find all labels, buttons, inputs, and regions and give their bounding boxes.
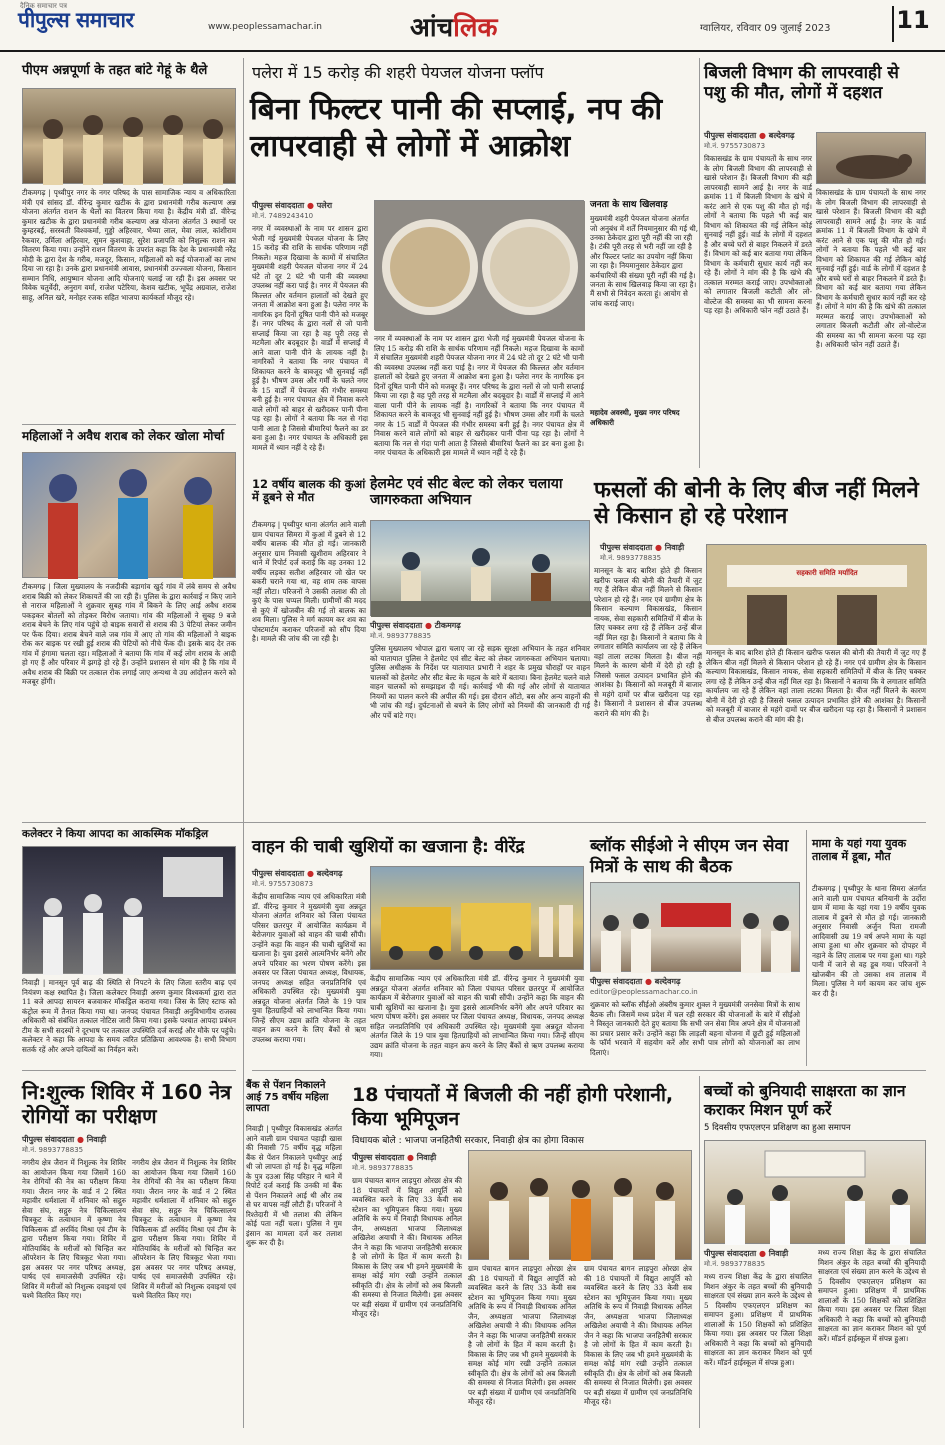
a7-text-cont: मानसून के बाद बारिश होते ही किसान खरीफ फसल की बोनी की तैयारी में जुट गए हैं लेकिन बीज नहीं मिलने से किसान परेशान हो रहे हैं। नगर एवं ग्रामीण क्षेत्र के किसान कल्याण विकासखंड, किसान नायक, सेवा सहकारी समितियों में बीज के लिए चक्कर लगा रहे हैं लेकिन उन्हें बीज नहीं मिल रहा है। किसानों ने बताया कि वे लगातार समिति कार्यालय जा रहे हैं लेकिन वहां ताला लटका मिलता है। बीज नहीं मिलने के कारण बोनी में देरी हो रही है जिससे फसल उत्पादन प्रभावित होने की आशंका है। किसानों को मजबूरी में बाजार से महंगे दामों पर बीज खरीदना पड़ रहा है। किसानों ने प्रशासन से बीज उपलब्ध कराने की मांग की है। — [706, 648, 926, 724]
a4-photo — [816, 132, 926, 184]
a6-photo — [370, 520, 590, 616]
a14-kicker: विधायक बोले : भाजपा जनहितैषी सरकार, निवाड़ी क्षेत्र का होगा विकास — [352, 1136, 584, 1146]
a1-headline: पीएम अन्नपूर्णा के तहत बांटे गेहूं के थैले — [22, 63, 208, 78]
a15-text-cont: मध्य राज्य शिक्षा केंद्र के द्वारा संचालित मिशन अंकुर के तहत बच्चों की बुनियादी साक्षरता एवं संख्या ज्ञान करने के उद्देश्य से 5 दिवसीय एफएलएन प्रशिक्षण का समापन हुआ। प्रशिक्षण में प्राथमिक शालाओं के 150 शिक्षकों को प्रशिक्षित किया गया। इस अवसर पर जिला शिक्षा अधिकारी ने कहा कि बच्चों को बुनियादी साक्षरता का ज्ञान कराकर मिशन को पूर्ण करें। मॉडर्न हाईस्कूल में संपन्न हुआ। — [818, 1248, 926, 1343]
a4-text: विकासखंड के ग्राम पंचायतों के साथ नगर के लोग बिजली विभाग की लापरवाही से खासे परेशान हैं। बिजली विभाग की बड़ी लापरवाही सामने आई है। नगर के वार्ड क्रमांक 11 में बिजली विभाग के खंभे में करंट आने से एक पशु की मौत हो गई। लोगों ने बताया कि पहले भी कई बार विभाग को शिकायत की गई लेकिन कोई सुनवाई नहीं हुई। वार्ड के लोगों में दहशत है और बच्चे घरों से बाहर निकलने में डरते हैं। विभाग को कई बार बताया गया लेकिन विभाग के कर्मचारी सुधार कार्य नहीं कर रहे हैं। लोगों ने मांग की है कि खंभे की तत्काल मरम्मत कराई जाए। उपभोक्ताओं को लगातार बिजली कटौती और लो-वोल्टेज की समस्या का भी सामना करना पड़ रहा है। अधिकारी फोन नहीं उठाते हैं। — [704, 154, 812, 315]
a9-text: केंद्रीय सामाजिक न्याय एवं अधिकारिता मंत्री डॉ. वीरेन्द्र कुमार ने मुख्यमंत्री युवा अन्नदूत योजना अंतर्गत शनिवार को जिला पंचायत परिसर छतरपुर में आयोजित कार्यक्रम में बेरोजगार युवाओं को वाहन की चाबी सौंपी। उन्होंने कहा कि वाहन की चाबी खुशियों का खजाना है। युवा इससे आत्मनिर्भर बनेंगे और अपने परिवार का भरण पोषण करेंगे। इस अवसर पर जिला पंचायत अध्यक्ष, विधायक, जनपद अध्यक्ष सहित जनप्रतिनिधि एवं अधिकारी उपस्थित रहे। मुख्यमंत्री युवा अन्नदूत योजना अंतर्गत जिले के 19 पात्र युवा हितग्राहियों को लाभान्वित किया गया। जिन्हें सीएम उद्यम क्रांति योजना के तहत वाहन क्रय करने के लिए बैंकों से ऋण उपलब्ध कराया गया। — [252, 892, 366, 1044]
a6-byline: पीपुल्स संवाददाता ● टीकमगढ़ — [370, 621, 461, 630]
society-building-illustration — [707, 545, 927, 645]
divider — [806, 830, 807, 1066]
training-illustration — [705, 1141, 927, 1245]
a4-byline: पीपुल्स संवाददाता ● बल्देवगढ़ — [704, 131, 795, 140]
divider — [22, 1070, 236, 1071]
a7-photo — [706, 544, 926, 644]
a4-mobile: मो.नं. 9755730873 — [704, 142, 766, 150]
a1-photo — [22, 88, 236, 184]
a14-headline: 18 पंचायतों में बिजली की नहीं होगी परेशानी, किया भूमिपूजन — [352, 1084, 674, 1130]
mockdrill-illustration — [23, 847, 237, 975]
a15-byline: पीपुल्स संवाददाता ● निवाड़ी — [704, 1249, 789, 1258]
a2-text: टीकमगढ़ | जिला मुख्यालय के नजदीकी बड़ागांव खुर्द गांव में लंबे समय से अवैध शराब बिक्री को लेकर शिकायतें की जा रही हैं। पुलिस के द्वारा कार्रवाई न किए जाने से नाराज महिलाओं ने शुक्रवार सुबह गांव में बिकने के लिए आई अवैध शराब पकड़कर बोतलों को तोड़कर विरोध जताया। गांव की महिलाओं ने सुबह 9 बजे शराब बेचने के लिए गांव पहुंचे दो बाइक सवारों से शराब की 3 पेटियां लेकर जमीन पर फेंक दिया। शराब बेचने वाले जब गांव में आए तो गांव की महिलाओं ने बाइक रोक कर बाइक पर रखी हुई शराब की पेटियों को नीचे फेंक दी। इसके बाद देर तक गांव में हंगामा चलता रहा। महिलाओं ने बताया कि गांव में कई लोग शराब के आदी हो गए हैं और परिवार में झगड़े हो रहे हैं। उन्होंने प्रशासन से मांग की है कि गांव में अवैध शराब की बिक्री पर तत्काल रोक लगाई जाए अन्यथा वे उग्र आंदोलन करने को मजबूर होंगी। — [22, 582, 236, 686]
a6-text: पुलिस मुख्यालय भोपाल द्वारा चलाए जा रहे सड़क सुरक्षा अभियान के तहत शनिवार को यातायात पुलिस ने हेलमेट एवं सीट बेल्ट को लेकर जागरुकता अभियान चलाया। पुलिस अधीक्षक के निर्देश पर यातायात प्रभारी ने शहर के प्रमुख चौराहों पर वाहन चालकों को हेलमेट और सीट बेल्ट के महत्व के बारे में बताया। बिना हेलमेट चलने वाले वाहन चालकों को समझाइश दी गई। कार्रवाई भी की गई और लोगों से यातायात नियमों का पालन करने की अपील की गई। इस दौरान ऑटो, बस और अन्य वाहनों की भी जांच की गई। दुर्घटनाओं से बचने के लिए लोगों को नियमों की जानकारी दी गई और पर्चे बांटे गए। — [370, 644, 590, 720]
a9-byline: पीपुल्स संवाददाता ● बल्देवगढ़ — [252, 869, 343, 878]
a12-mobile: मो.नं. 9893778835 — [22, 1146, 84, 1154]
a3-text: नगर में व्यवस्थाओं के नाम पर शासन द्वारा भेजी गई मुख्यमंत्री पेयजल योजना के लिए 15 करोड़ की राशि के सार्थक परिणाम नहीं निकले। महज दिखावा के कामों में संचालित मुख्यमंत्री शहरी पेयजल योजना नगर में 24 घंटे तो दूर 2 घंटे भी पानी की व्यवस्था उपलब्ध नहीं करा पाई है। नगर में पेयजल की किल्लत और वर्तमान हालातों को देखते हुए जनता में आक्रोश बना हुआ है। पलेरा नगर के नागरिक इन दिनों दूषित पानी पीने को मजबूर हैं। नगर परिषद के द्वारा नलों से जो पानी सप्लाई किया जा रहा है वह पूरी तरह से मटमैला और बदबूदार है। वार्डों में सप्लाई में आने वाला पानी पीने के लायक नहीं है। नागरिकों ने बताया कि नगर पंचायत में शिकायत करने के बावजूद भी सुनवाई नहीं हुई है। भीषण उमस और गर्मी के चलते नगर के 15 वार्डों में पेयजल की गंभीर समस्या बनी हुई है। नगर पंचायत क्षेत्र में निवास करने वाले लोगों को बाहर से खरीदकर पानी पीना पड़ रहा है। लोगों ने बताया कि नल से गंदा पानी आता है जिससे बीमारियां फैलने का डर बना हुआ है। नगर पंचायत के अधिकारी इस मामले में ध्यान नहीं दे रहे हैं। — [252, 224, 368, 452]
crowd-illustration — [23, 89, 237, 185]
meeting-illustration — [591, 883, 801, 973]
a5-headline: 12 वर्षीय बालक की कुआं में डूबने से मौत — [252, 477, 366, 505]
a6-headline: हेलमेट एवं सीट बेल्ट को लेकर चलाया जागरुकता अभियान — [370, 476, 563, 509]
divider — [699, 1076, 700, 1428]
a12-byline: पीपुल्स संवाददाता ● निवाड़ी — [22, 1135, 107, 1144]
brand-tagline: दैनिक समाचार पत्र — [20, 2, 67, 10]
a14-text: ग्राम पंचायत बागन लाड़पुरा ओरछा क्षेत्र की 18 पंचायतों में विद्युत आपूर्ति को व्यवस्थित करने के लिए 33 केवी सब स्टेशन का भूमिपूजन किया गया। मुख्य अतिथि के रूप में निवाड़ी विधायक अनिल जैन, अध्यक्षता भाजपा जिलाध्यक्ष अखिलेश अयाची ने की। विधायक अनिल जैन ने कहा कि भाजपा जनहितैषी सरकार है जो लोगों के हित में काम करती है। विकास के लिए जब भी हमने मुख्यमंत्री के समक्ष कोई मांग रखी उन्होंने तत्काल स्वीकृति दी। क्षेत्र के लोगों को अब बिजली की समस्या से निजात मिलेगी। इस अवसर पर बड़ी संख्या में ग्रामीण एवं जनप्रतिनिधि मौजूद रहे। — [352, 1176, 462, 1318]
a14-mobile: मो.नं. 9893778835 — [352, 1164, 414, 1172]
a10-text: शुक्रवार को ब्लॉक सीईओ अंबरीष कुमार शुक्ल ने मुख्यमंत्री जनसेवा मित्रों के साथ बैठक ली। जिसमें मध्य प्रदेश में चल रही सरकार की योजनाओं के बारे में सीईओ ने विस्तृत जानकारी देते हुए बताया कि सभी जन सेवा मित्र अपने क्षेत्र में योजनाओं का प्रचार प्रसार करें। उन्होंने कहा कि लाड़ली बहना योजना में छूटी हुई महिलाओं के फॉर्म भरवाने में सहयोग करें और सभी पात्र लोगों को योजनाओं का लाभ दिलाएं। — [590, 1000, 800, 1057]
divider — [252, 1070, 926, 1071]
a3-text-cont: नगर में व्यवस्थाओं के नाम पर शासन द्वारा भेजी गई मुख्यमंत्री पेयजल योजना के लिए 15 करोड़ की राशि के सार्थक परिणाम नहीं निकले। महज दिखावा के कामों में संचालित मुख्यमंत्री शहरी पेयजल योजना नगर में 24 घंटे तो दूर 2 घंटे भी पानी की व्यवस्था उपलब्ध नहीं करा पाई है। नगर में पेयजल की किल्लत और वर्तमान हालातों को देखते हुए जनता में आक्रोश बना हुआ है। पलेरा नगर के नागरिक इन दिनों दूषित पानी पीने को मजबूर हैं। नगर परिषद के द्वारा नलों से जो पानी सप्लाई किया जा रहा है वह पूरी तरह से मटमैला और बदबूदार है। वार्डों में सप्लाई में आने वाला पानी पीने के लायक नहीं है। नागरिकों ने बताया कि नगर पंचायत में शिकायत करने के बावजूद भी सुनवाई नहीं हुई है। भीषण उमस और गर्मी के चलते नगर के 15 वार्डों में पेयजल की गंभीर समस्या बनी हुई है। नगर पंचायत क्षेत्र में निवास करने वाले लोगों को बाहर से खरीदकर पानी पीना पड़ रहा है। लोगों ने बताया कि नल से गंदा पानी आता है जिससे बीमारियां फैलने का डर बना हुआ है। नगर पंचायत के अधिकारी इस मामले में ध्यान नहीं दे रहे हैं। — [374, 334, 584, 457]
dateline: ग्वालियर, रविवार 09 जुलाई 2023 — [700, 23, 831, 34]
animal-illustration — [817, 133, 927, 185]
site-url[interactable]: www.peoplessamachar.in — [208, 22, 322, 32]
a14-text-cont: ग्राम पंचायत बागन लाड़पुरा ओरछा क्षेत्र की 18 पंचायतों में विद्युत आपूर्ति को व्यवस्थित करने के लिए 33 केवी सब स्टेशन का भूमिपूजन किया गया। मुख्य अतिथि के रूप में निवाड़ी विधायक अनिल जैन, अध्यक्षता भाजपा जिलाध्यक्ष अखिलेश अयाची ने की। विधायक अनिल जैन ने कहा कि भाजपा जनहितैषी सरकार है जो लोगों के हित में काम करती है। विकास के लिए जब भी हमने मुख्यमंत्री के समक्ष कोई मांग रखी उन्होंने तत्काल स्वीकृति दी। क्षेत्र के लोगों को अब बिजली की समस्या से निजात मिलेगी। इस अवसर पर बड़ी संख्या में ग्रामीण एवं जनप्रतिनिधि मौजूद रहे। — [468, 1264, 576, 1406]
divider — [22, 822, 926, 823]
a13-headline: बैंक से पेंशन निकालने आई 75 वर्षीय महिला लापता — [246, 1080, 329, 1114]
a11-headline: मामा के यहां गया युवक तालाब में डूबा, मौत — [812, 837, 907, 863]
a3-mobile: मो.नं. 7489243410 — [252, 212, 314, 220]
a11-text: टीकमगढ़ | पृथ्वीपुर के थाना सिमरा अंतर्गत आने वाली ग्राम पंचायत बनियानी के उर्दोरा ग्राम में मामा के यहां गया 19 वर्षीय युवक तालाब में डूबने से मौत हो गई। जानकारी अनुसार निवासी अर्जुन पिता रामजी आदिवासी उम्र 19 वर्ष अपने मामा के यहां आया हुआ था और शुक्रवार को दोपहर में नहाने के लिए तालाब पर गया हुआ था। गहरे पानी में जाने से वह डूब गया। परिजनों ने खोजबीन की तो उसका शव तालाब में मिला। पुलिस ने मर्ग कायम कर जांच शुरू कर दी है। — [812, 884, 926, 998]
water-glasses-illustration — [375, 201, 585, 331]
a12-text-cont: नगरीय क्षेत्र जैरान में निशुल्क नेत्र शिविर का आयोजन किया गया जिसमें 160 नेत्र रोगियों की नेत्र का परीक्षण किया गया। जैरान नगर के वार्ड नं 2 स्थित महावीर धर्मशाला में शनिवार को सद्गुरु सेवा संघ, सद्गुरु नेत्र चिकित्सालय चित्रकूट के तत्वाधान में कृष्णा नेत्र चिकित्सक डॉ अरविंद मिश्रा एवं टीम के द्वारा परीक्षण किया गया। शिविर में मोतियाबिंद के मरीजों को चिन्हित कर ऑपरेशन के लिए चित्रकूट भेजा गया। इस अवसर पर नगर परिषद अध्यक्ष, पार्षद एवं समाजसेवी उपस्थित रहे। शिविर में मरीजों को निशुल्क दवाइयां एवं चश्मे वितरित किए गए। — [132, 1158, 236, 1300]
vehicles-illustration — [371, 867, 585, 971]
page-number: 11 — [892, 6, 932, 42]
a15-headline: बच्चों को बुनियादी साक्षरता का ज्ञान कराकर मिशन पूर्ण करें — [704, 1082, 906, 1120]
a3-sidebar-title: जनता के साथ खिलवाड़ — [590, 200, 668, 210]
brand-logo: पीपुल्स समाचार — [18, 8, 134, 32]
a2-photo — [22, 452, 236, 578]
a9-headline: वाहन की चाबी खुशियों का खजाना है: वीरेंद्र — [252, 837, 525, 857]
a10-email[interactable]: editor@peoplessamachar.co.in — [590, 988, 698, 996]
a3-sidebar — [590, 200, 698, 450]
a1-text: टीकमगढ़ | पृथ्वीपुर नगर के नगर परिषद के पास सामाजिक न्याय व अधिकारिता मंत्री एवं सांसद डॉ. वीरेन्द्र कुमार खटीक के द्वारा प्रधानमंत्री गरीब कल्याण अन्न योजना अंतर्गत राशन के थैलों का वितरण किया गया है। केंद्रीय मंत्री डॉ. वीरेन्द्र कुमार खटीक के द्वारा प्रधानमंत्री गरीब कल्याण अन्न योजना अंतर्गत 3 स्थानों पर कुम्हरबई, सरस्वती विश्वकर्मा, गुड्डो अहिरवार, भैय्या लाल, मेवा लाल, कांशीराम रैकवार, उर्मिला अहिरवार, सुमन कुशवाहा, सुरेश प्रजापति को निशुल्क राशन का वितरण किया गया। उन्होंने राशन वितरण के उपरांत कहा कि देश के प्रधानमंत्री नरेंद्र मोदी के द्वारा देश के गरीब, मजदूर, किसान, महिलाओं को कई योजनाओं का लाभ दिया जा रहा है। उनके द्वारा प्रधानमंत्री आवास, प्रधानमंत्री उज्ज्वला योजना, किसान सम्मान निधि, आयुष्मान योजना आदि योजनाएं चलाई जा रही हैं। इस अवसर पर विवेक चतुर्वेदी, अनुराग वर्मा, राजेश पटेरिया, केशव खटीक, भूपेंद्र अग्रवाल, राजेश साहू, अनिल खरे, मनोहर रजक सहित भाजपा कार्यकर्ता मौजूद रहे। — [22, 188, 236, 302]
section-title: आंचलिक — [410, 13, 498, 43]
a3-sidebar-quote: मुख्यमंत्री शहरी पेयजल योजना अंतर्गत जो अनुबंध में शर्तें नियमानुसार की गई थी, उनका ठेकेदार द्वारा पूरी नहीं की जा रही है। टंकी पूरी तरह से भरी नहीं जा रही है और फिल्टर प्लांट का उपयोग नहीं किया जा रहा है। नियमानुसार ठेकेदार द्वारा कर्मचारियों की संख्या पूरी नहीं की गई है। जनता के साथ खिलवाड़ किया जा रहा है। मैं सभी से निवेदन करता हूं। आयोग से जांच कराई जाए। — [590, 214, 699, 308]
a3-headline: बिना फिल्टर पानी की सप्लाई, नप की लापरवाही से लोगों में आक्रोश — [250, 92, 663, 164]
a4-text-cont: विकासखंड के ग्राम पंचायतों के साथ नगर के लोग बिजली विभाग की लापरवाही से खासे परेशान हैं। बिजली विभाग की बड़ी लापरवाही सामने आई है। नगर के वार्ड क्रमांक 11 में बिजली विभाग के खंभे में करंट आने से एक पशु की मौत हो गई। लोगों ने बताया कि पहले भी कई बार विभाग को शिकायत की गई लेकिन कोई सुनवाई नहीं हुई। वार्ड के लोगों में दहशत है और बच्चे घरों से बाहर निकलने में डरते हैं। विभाग को कई बार बताया गया लेकिन विभाग के कर्मचारी सुधार कार्य नहीं कर रहे हैं। लोगों ने मांग की है कि खंभे की तत्काल मरम्मत कराई जाए। उपभोक्ताओं को लगातार बिजली कटौती और लो-वोल्टेज की समस्या का भी सामना करना पड़ रहा है। अधिकारी फोन नहीं उठाते हैं। — [816, 188, 926, 349]
a10-byline: पीपुल्स संवाददाता ● बल्देवगढ़ — [590, 977, 681, 986]
a4-headline: बिजली विभाग की लापरवाही से पशु की मौत, लोगों में दहशत — [704, 63, 899, 103]
a7-mobile: मो.नं. 9893778835 — [600, 554, 662, 562]
a13-text: निवाड़ी | पृथ्वीपुर विकासखंड अंतर्गत आने वाली ग्राम पंचायत पहाड़ी खास की निवासी 75 वर्षीय वृद्ध महिला बैंक से पेंशन निकालने पृथ्वीपुर आई थी जो लापता हो गई है। वृद्ध महिला के पुत्र दउआ सिंह परिहार ने थाने में रिपोर्ट दर्ज कराई कि उनकी मां बैंक से पेंशन निकालने आई थी और तब से घर वापस नहीं लौटी हैं। परिजनों ने रिश्तेदारी में भी तलाश की लेकिन कोई पता नहीं चला। पुलिस ने गुम इंसान का मामला दर्ज कर तलाश शुरू कर दी है। — [246, 1124, 342, 1247]
a8-headline: कलेक्टर ने किया आपदा का आकस्मिक मॉकड्रिल — [22, 828, 209, 840]
divider — [22, 424, 236, 425]
masthead — [0, 0, 945, 52]
a8-text: निवाड़ी | मानसून पूर्व बाढ़ की स्थिति से निपटने के लिए जिला स्तरीय बाढ़ एवं नियंत्रण कक्ष स्थापित है। जिला कलेक्टर निवाड़ी अरुण कुमार विश्वकर्मा द्वारा रात 11 बजे आपदा सायरन बजवाकर मॉकड्रिल कराया गया। जिस के लिए स्टाफ को कंट्रोल रूम में तैनात किया गया था। जनपद पंचायत निवाड़ी अनुविभागीय राजस्व अधिकारी को संबंधित तत्काल नोटिस जारी किया गया। इसके पश्चात आपदा प्रबंधन टीम के सभी सदस्यों ने दूरभाष पर तत्काल उपस्थिति दर्ज कराई और मौके पर पहुंचे। कलेक्टर ने कहा कि आपदा के समय त्वरित प्रतिक्रिया आवश्यक है। सभी विभाग सतर्क रहें और अपने दायित्वों का निर्वहन करें। — [22, 978, 236, 1054]
a15-mobile: मो.नं. 9893778835 — [704, 1260, 766, 1268]
a8-photo — [22, 846, 236, 974]
a6-mobile: मो.नं. 9893778835 — [370, 632, 432, 640]
a10-headline: ब्लॉक सीईओ ने सीएम जन सेवा मित्रों के साथ की बैठक — [590, 836, 789, 878]
society-sign: सहकारी समिति मर्यादित — [796, 569, 858, 577]
a2-headline: महिलाओं ने अवैध शराब को लेकर खोला मोर्चा — [22, 429, 225, 443]
traffic-police-illustration — [371, 521, 591, 617]
a10-photo — [590, 882, 800, 972]
a7-text: मानसून के बाद बारिश होते ही किसान खरीफ फसल की बोनी की तैयारी में जुट गए हैं लेकिन बीज नहीं मिलने से किसान परेशान हो रहे हैं। नगर एवं ग्रामीण क्षेत्र के किसान कल्याण विकासखंड, किसान नायक, सेवा सहकारी समितियों में बीज के लिए चक्कर लगा रहे हैं लेकिन उन्हें बीज नहीं मिल रहा है। किसानों ने बताया कि वे लगातार समिति कार्यालय जा रहे हैं लेकिन वहां ताला लटका मिलता है। बीज नहीं मिलने के कारण बोनी में देरी हो रही है जिससे फसल उत्पादन प्रभावित होने की आशंका है। किसानों को मजबूरी में बाजार से महंगे दामों पर बीज खरीदना पड़ रहा है। किसानों ने प्रशासन से बीज उपलब्ध कराने की मांग की है। — [594, 566, 702, 718]
a9-photo — [370, 866, 584, 970]
a15-text: मध्य राज्य शिक्षा केंद्र के द्वारा संचालित मिशन अंकुर के तहत बच्चों की बुनियादी साक्षरता एवं संख्या ज्ञान करने के उद्देश्य से 5 दिवसीय एफएलएन प्रशिक्षण का समापन हुआ। प्रशिक्षण में प्राथमिक शालाओं के 150 शिक्षकों को प्रशिक्षित किया गया। इस अवसर पर जिला शिक्षा अधिकारी ने कहा कि बच्चों को बुनियादी साक्षरता का ज्ञान कराकर मिशन को पूर्ण करें। मॉडर्न हाईस्कूल में संपन्न हुआ। — [704, 1272, 812, 1367]
a12-headline: नि:शुल्क शिविर में 160 नेत्र रोगियों का परीक्षण — [22, 1080, 232, 1128]
a3-sidebar-author: महादेव अवस्थी, मुख्य नगर परिषद अधिकारी — [590, 408, 680, 427]
divider — [243, 58, 244, 1428]
bhoomipujan-illustration — [469, 1151, 693, 1261]
a14-text-cont2: ग्राम पंचायत बागन लाड़पुरा ओरछा क्षेत्र की 18 पंचायतों में विद्युत आपूर्ति को व्यवस्थित करने के लिए 33 केवी सब स्टेशन का भूमिपूजन किया गया। मुख्य अतिथि के रूप में निवाड़ी विधायक अनिल जैन, अध्यक्षता भाजपा जिलाध्यक्ष अखिलेश अयाची ने की। विधायक अनिल जैन ने कहा कि भाजपा जनहितैषी सरकार है जो लोगों के हित में काम करती है। विकास के लिए जब भी हमने मुख्यमंत्री के समक्ष कोई मांग रखी उन्होंने तत्काल स्वीकृति दी। क्षेत्र के लोगों को अब बिजली की समस्या से निजात मिलेगी। इस अवसर पर बड़ी संख्या में ग्रामीण एवं जनप्रतिनिधि मौजूद रहे। — [584, 1264, 692, 1406]
a9-mobile: मो.नं. 9755730873 — [252, 880, 314, 888]
a7-byline: पीपुल्स संवाददाता ● निवाड़ी — [600, 543, 685, 552]
a12-text: नगरीय क्षेत्र जैरान में निशुल्क नेत्र शिविर का आयोजन किया गया जिसमें 160 नेत्र रोगियों की नेत्र का परीक्षण किया गया। जैरान नगर के वार्ड नं 2 स्थित महावीर धर्मशाला में शनिवार को सद्गुरु सेवा संघ, सद्गुरु नेत्र चिकित्सालय चित्रकूट के तत्वाधान में कृष्णा नेत्र चिकित्सक डॉ अरविंद मिश्रा एवं टीम के द्वारा परीक्षण किया गया। शिविर में मोतियाबिंद के मरीजों को चिन्हित कर ऑपरेशन के लिए चित्रकूट भेजा गया। इस अवसर पर नगर परिषद अध्यक्ष, पार्षद एवं समाजसेवी उपस्थित रहे। शिविर में मरीजों को निशुल्क दवाइयां एवं चश्मे वितरित किए गए। — [22, 1158, 126, 1300]
a7-headline: फसलों की बोनी के लिए बीज नहीं मिलने से किसान हो रहे परेशान — [594, 478, 919, 530]
a9-text-cont: केंद्रीय सामाजिक न्याय एवं अधिकारिता मंत्री डॉ. वीरेन्द्र कुमार ने मुख्यमंत्री युवा अन्नदूत योजना अंतर्गत शनिवार को जिला पंचायत परिसर छतरपुर में आयोजित कार्यक्रम में बेरोजगार युवाओं को वाहन की चाबी सौंपी। उन्होंने कहा कि वाहन की चाबी खुशियों का खजाना है। युवा इससे आत्मनिर्भर बनेंगे और अपने परिवार का भरण पोषण करेंगे। इस अवसर पर जिला पंचायत अध्यक्ष, विधायक, जनपद अध्यक्ष सहित जनप्रतिनिधि एवं अधिकारी उपस्थित रहे। मुख्यमंत्री युवा अन्नदूत योजना अंतर्गत जिले के 19 पात्र युवा हितग्राहियों को लाभान्वित किया गया। जिन्हें सीएम उद्यम क्रांति योजना के तहत वाहन क्रय करने के लिए बैंकों से ऋण उपलब्ध कराया गया। — [370, 974, 584, 1059]
divider — [699, 58, 700, 468]
a15-kicker: 5 दिवसीय एफएलएन प्रशिक्षण का हुआ समापन — [704, 1123, 851, 1133]
a15-photo — [704, 1140, 926, 1244]
a3-photo — [374, 200, 584, 330]
women-protest-illustration — [23, 453, 237, 579]
a5-text: टीकमगढ़ | पृथ्वीपुर थाना अंतर्गत आने वाली ग्राम पंचायत सिमरा में कुआं में डूबने से 12 वर्षीय बालक की मौत हो गई। जानकारी अनुसार ग्राम निवासी खुशीराम अहिरवार ने थाने में रिपोर्ट दर्ज कराई कि वह उनका 12 वर्षीय लड़का सतीश अहिरवार जो खेत पर बकरी चराने गया था, वह शाम तक वापस नहीं लौटा। परिजनों ने उसकी तलाश की तो कुएं के पास चप्पल मिली। ग्रामीणों की मदद से कुएं में खोजबीन की गई तो बालक का शव मिला। पुलिस ने मर्ग कायम कर शव का पोस्टमार्टम कराकर परिजनों को सौंप दिया है। मामले की जांच की जा रही है। — [252, 520, 366, 643]
a3-byline: पीपुल्स संवाददाता ● पलेरा — [252, 201, 333, 210]
a14-photo — [468, 1150, 692, 1260]
a14-byline: पीपुल्स संवाददाता ● निवाड़ी — [352, 1153, 437, 1162]
a3-kicker: पलेरा में 15 करोड़ की शहरी पेयजल योजना फ्लॉप — [252, 63, 544, 82]
